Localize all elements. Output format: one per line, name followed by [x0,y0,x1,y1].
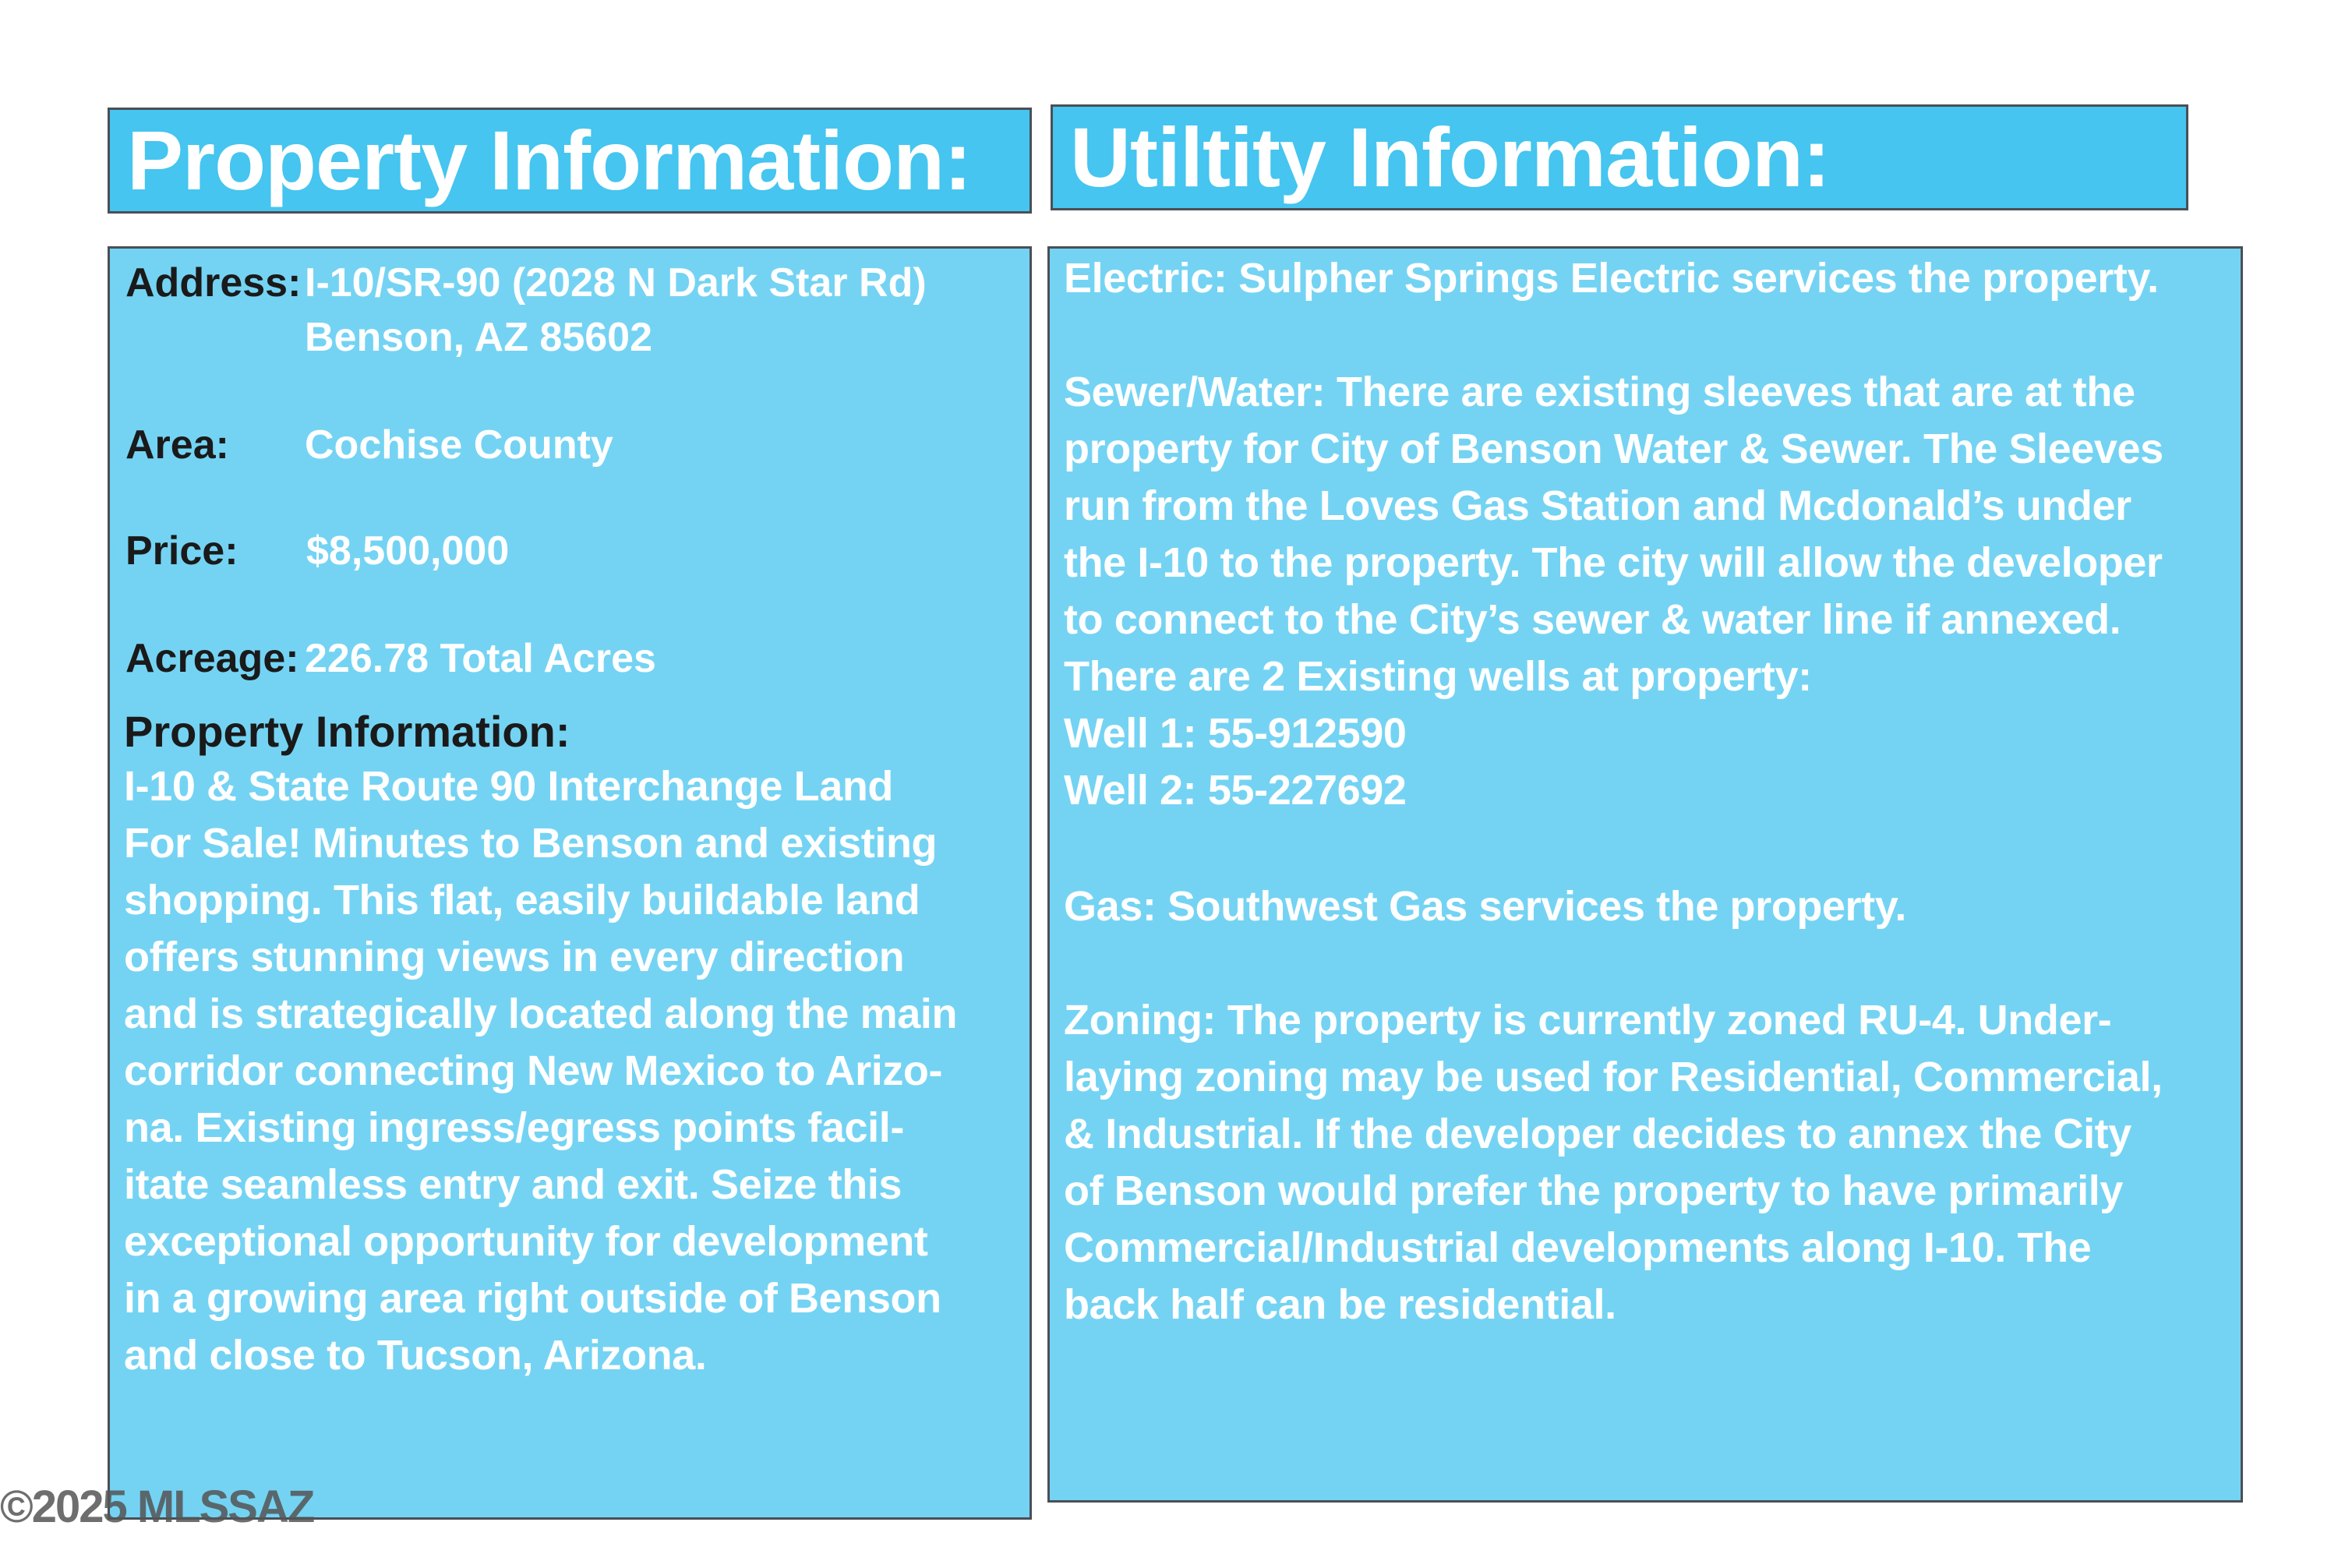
utility-header-text: Utiltity Information: [1070,110,1830,204]
price-label: Price: [125,528,238,574]
utility-information-panel [1047,246,2243,1503]
property-information-header [108,108,1032,214]
electric-info: Electric: Sulpher Springs Electric services the property. [1064,255,2159,302]
copyright-watermark: ©2025 MLSSAZ [0,1481,314,1532]
address-line-1: I-10/SR-90 (2028 N Dark Star Rd) [305,260,927,305]
property-info-subheading: Property Information: [124,707,570,756]
property-description: I-10 & State Route 90 Interchange Land For Sale! Minutes to Benson and existing shopping. This flat, easily buildable land offers stunning views in every direction and is strategically located along the main corridor connecting New Mexico to Arizo- na. Existing ingress/egress points facil- itate seamless entry and exit. Seize this exceptional opportunity for development in a growing area right outside of Benson and close to Tucson, Arizona. [124,763,958,1379]
address-line-2: Benson, AZ 85602 [305,315,653,360]
address-label: Address: [125,260,302,305]
area-label: Area: [125,422,229,468]
sewer-water-info: Sewer/Water: There are existing sleeves that are at the property for City of Benson Water & Sewer. The Sleeves run from the Loves Gas Station and Mcdonald’s under the I-10 to the property. The city will allow the developer to connect to the City’s sewer & water line if annexed. There are 2 Existing wells at property: Well 1: 55-912590 Well 2: 55-227692 [1064,369,2163,814]
acreage-value: 226.78 Total Acres [305,636,656,681]
price-value: $8,500,000 [306,528,510,574]
property-information-panel [108,246,1032,1520]
utility-information-header [1051,104,2188,210]
property-header-text: Property Information: [127,113,972,207]
area-value: Cochise County [305,422,613,468]
gas-info: Gas: Southwest Gas services the property. [1064,883,1906,930]
acreage-label: Acreage: [125,636,299,681]
zoning-info: Zoning: The property is currently zoned RU-4. Under- laying zoning may be used for Residential, Commercial, & Industrial. If the developer decides to annex the City of Benson would prefer the property to have primarily Commercial/Industrial developments along I-10. The back half can be residential. [1064,997,2163,1328]
